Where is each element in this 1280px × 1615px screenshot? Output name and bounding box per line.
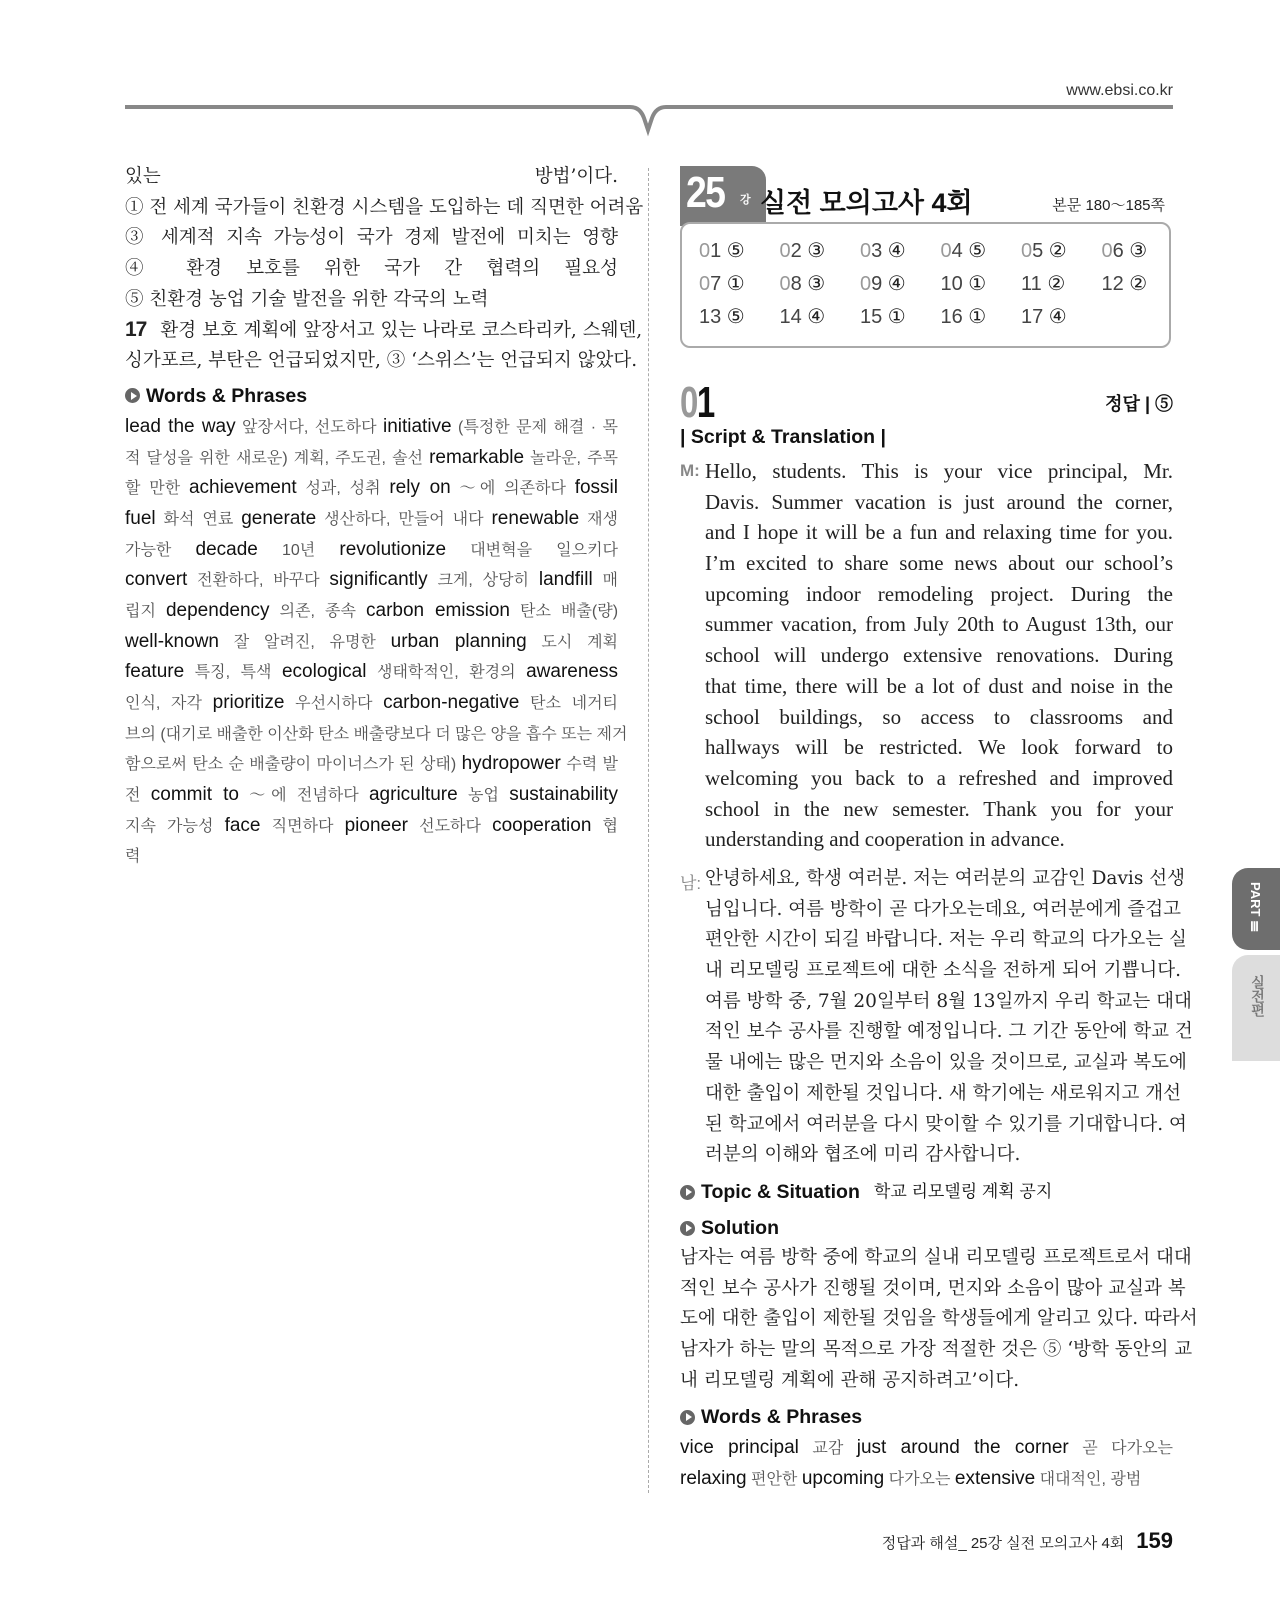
q17-line: 싱가포르, 부탄은 언급되었지만, ③ ‘스위스’는 언급되지 않았다. bbox=[125, 350, 638, 372]
words-heading-q01: Words & Phrases bbox=[680, 1402, 1173, 1432]
solution-line: 남자는 여름 방학 중에 학교의 실내 리모델링 프로젝트로서 대대 bbox=[680, 1247, 1192, 1268]
text-line: ① 전 세계 국가들이 친환경 시스템을 도입하는 데 직면한 어려움 bbox=[125, 196, 644, 218]
word-term: generate bbox=[241, 507, 317, 529]
speaker-label: M: bbox=[680, 461, 700, 480]
script-section bbox=[680, 456, 1173, 855]
translation-line: 내 리모델링 프로젝트에 대한 소식을 전하게 되어 기쁩니다. bbox=[705, 960, 1181, 982]
word-term: commit to bbox=[150, 784, 239, 806]
word-meaning: 할 만한 bbox=[125, 480, 189, 498]
answer-number: 1 bbox=[710, 240, 722, 262]
word-term: dependency bbox=[165, 599, 270, 621]
word-meaning: 직면하다 bbox=[260, 817, 345, 835]
script-line: understanding and cooperation in advance. bbox=[705, 827, 1065, 852]
word-meaning: 브의 (대기로 배출한 이산화 탄소 배출량보다 더 많은 양을 흡수 또는 제거 bbox=[125, 725, 628, 743]
answer-number: 13 bbox=[699, 306, 722, 328]
word-term: urban planning bbox=[390, 630, 527, 652]
answer-number-lead: 0 bbox=[779, 273, 791, 295]
word-term: cooperation bbox=[492, 814, 592, 836]
answer-key-box bbox=[680, 222, 1171, 348]
answer-number: 10 bbox=[940, 273, 963, 295]
word-meaning: ～에 의존하다 bbox=[450, 480, 575, 498]
word-term: carbon-negative bbox=[383, 692, 520, 713]
answer-choice: ② bbox=[1123, 273, 1148, 295]
text-line: ⑤ 친환경 농업 기술 발전을 위한 각국의 노력 bbox=[125, 288, 489, 310]
answer-choice: ③ bbox=[801, 240, 826, 262]
word-term: lead the way bbox=[125, 415, 236, 437]
page-range: 본문 180～185쪽 bbox=[1052, 197, 1165, 214]
answer-choice: ④ bbox=[882, 273, 906, 295]
word-term: pioneer bbox=[344, 814, 408, 836]
solution-line: 도에 대한 출입이 제한될 것임을 학생들에게 알리고 있다. 따라서 bbox=[680, 1308, 1198, 1330]
answer-number-lead: 0 bbox=[779, 240, 791, 262]
word-line bbox=[125, 472, 618, 503]
script-line: I’m excited to share some news about our school’s bbox=[705, 551, 1173, 576]
answer-number: 8 bbox=[790, 273, 802, 295]
answer-number: 14 bbox=[779, 306, 802, 328]
play-bullet-icon bbox=[680, 1185, 695, 1200]
word-term: vice principal bbox=[680, 1437, 799, 1459]
answer-item bbox=[780, 271, 826, 296]
word-term: revolutionize bbox=[339, 538, 447, 560]
translation-line: 편안한 시간이 되길 바랍니다. 저는 우리 학교의 다가오는 실 bbox=[705, 929, 1187, 951]
word-meaning: 력 bbox=[125, 848, 141, 866]
word-term: convert bbox=[125, 569, 188, 591]
translation-line: 님입니다. 여름 방학이 곧 다가오는데요, 여러분에게 즐겁고 bbox=[705, 898, 1181, 920]
word-term: prioritize bbox=[212, 692, 285, 713]
solution-heading: Solution bbox=[680, 1213, 1173, 1243]
column-divider bbox=[648, 168, 649, 1493]
word-term: fuel bbox=[125, 507, 156, 529]
play-bullet-icon bbox=[125, 388, 140, 403]
answer-number-lead: 0 bbox=[1101, 240, 1113, 262]
lecture-tab bbox=[680, 166, 766, 226]
answer-item bbox=[1021, 271, 1065, 296]
answer-choice: ① bbox=[882, 306, 906, 328]
script-line: hallways will be restricted. We look forward to bbox=[705, 735, 1173, 760]
answer-choice: ① bbox=[962, 273, 987, 295]
word-meaning: 크게, 상당히 bbox=[427, 572, 539, 590]
answer-item bbox=[860, 304, 906, 329]
answer-item bbox=[780, 238, 826, 263]
word-term: significantly bbox=[329, 569, 428, 591]
solution-line: 적인 보수 공사가 진행될 것이며, 먼지와 소음이 많아 교실과 복 bbox=[680, 1277, 1186, 1299]
word-meaning: 전환하다, 바꾸다 bbox=[187, 572, 330, 590]
answer-choice: ④ bbox=[801, 306, 826, 328]
answer-number: 5 bbox=[1032, 240, 1044, 262]
text-line: 있는 방법’이다. bbox=[125, 166, 618, 187]
word-meaning: 인식, 자각 bbox=[125, 695, 213, 712]
topic-section bbox=[680, 1177, 1198, 1494]
word-term: landfill bbox=[538, 569, 593, 591]
word-line bbox=[125, 718, 628, 749]
script-line: school buildings, so access to classrooms and bbox=[705, 704, 1173, 729]
word-meaning: 함으로써 탄소 순 배출량이 마이너스가 된 상태) bbox=[125, 756, 462, 774]
word-meaning: 탄소 배출(량) bbox=[509, 602, 619, 620]
word-meaning: 성과, 성취 bbox=[296, 480, 390, 498]
word-term: rely on bbox=[389, 477, 451, 499]
script-line: upcoming indoor remodeling project. During the bbox=[705, 581, 1173, 606]
answer-item bbox=[860, 238, 906, 263]
word-term: ecological bbox=[281, 661, 367, 683]
translation-line: 안녕하세요, 학생 여러분. 저는 여러분의 교감인 Davis 선생 bbox=[705, 868, 1185, 889]
word-line bbox=[125, 779, 618, 810]
word-meaning: 가능한 bbox=[125, 541, 196, 559]
answer-choice: ② bbox=[1043, 240, 1067, 262]
speaker-label-ko: 남: bbox=[680, 874, 702, 893]
word-line bbox=[125, 748, 618, 779]
answer-item bbox=[941, 238, 987, 263]
script-line: Hello, students. This is your vice principal, Mr. bbox=[705, 459, 1173, 483]
translation-line: 된 학교에서 여러분을 다시 맞이할 수 있기를 기대합니다. 여 bbox=[705, 1113, 1187, 1135]
answer-number: 12 bbox=[1101, 273, 1124, 295]
answer-number-lead: 0 bbox=[940, 240, 952, 262]
word-meaning: 농업 bbox=[457, 787, 510, 805]
word-meaning: 적 달성을 위한 새로운) 계획, 주도권, 솔선 bbox=[125, 449, 430, 467]
question-number: 01 bbox=[680, 378, 714, 427]
answer-choice: ① bbox=[721, 273, 745, 295]
word-meaning: 매 bbox=[592, 572, 618, 590]
word-meaning: 우선시하다 bbox=[284, 695, 384, 712]
play-bullet-icon bbox=[680, 1221, 695, 1236]
word-meaning: 지속 가능성 bbox=[125, 817, 225, 835]
word-term: renewable bbox=[491, 507, 580, 529]
answer-number-lead: 0 bbox=[699, 273, 711, 295]
script-line: and I hope it will be a fun and relaxing time for you. bbox=[705, 520, 1173, 545]
answer-number-lead: 0 bbox=[1021, 240, 1033, 262]
word-meaning: 립지 bbox=[125, 602, 166, 620]
answer-number-lead: 0 bbox=[860, 240, 872, 262]
translation-line: 러분의 이해와 협조에 미리 감사합니다. bbox=[705, 1144, 1021, 1166]
answer-choice: ① bbox=[962, 306, 987, 328]
answer-item bbox=[1102, 271, 1148, 296]
word-line bbox=[125, 656, 618, 687]
answer-item bbox=[780, 304, 826, 329]
answer-number: 11 bbox=[1021, 273, 1042, 295]
words-heading: Words & Phrases bbox=[125, 381, 618, 411]
word-meaning: 곧 다가오는 bbox=[1068, 1440, 1173, 1458]
word-line bbox=[680, 1463, 1173, 1494]
word-meaning: (특정한 문제 해결 · 목 bbox=[451, 418, 618, 436]
word-meaning: 도시 계획 bbox=[526, 633, 619, 651]
answer-number: 6 bbox=[1112, 240, 1124, 262]
word-line bbox=[125, 442, 618, 473]
word-term: fossil bbox=[574, 477, 618, 499]
word-term: hydropower bbox=[461, 753, 561, 775]
word-term: achievement bbox=[188, 477, 297, 499]
word-meaning: 잘 알려진, 유명한 bbox=[218, 633, 391, 651]
word-meaning: 협 bbox=[591, 817, 619, 835]
answer-number: 7 bbox=[710, 273, 722, 295]
script-line: school in the new semester. Thank you for your bbox=[705, 796, 1173, 821]
word-meaning: 대변혁을 일으키다 bbox=[446, 541, 618, 559]
word-term: sustainability bbox=[509, 784, 618, 806]
word-term: carbon emission bbox=[366, 599, 510, 621]
word-meaning: 교감 bbox=[798, 1440, 857, 1458]
answer-label: 정답 | ⑤ bbox=[1105, 394, 1173, 414]
word-meaning: 의존, 종속 bbox=[269, 602, 366, 620]
word-term: well-known bbox=[125, 630, 219, 652]
answer-item bbox=[1021, 238, 1067, 263]
word-term: decade bbox=[195, 538, 258, 560]
tab-part-3[interactable]: PART Ⅲ bbox=[1232, 868, 1280, 950]
word-term: face bbox=[224, 814, 261, 836]
script-line: welcoming you back to a refreshed and improved bbox=[705, 765, 1173, 790]
word-meaning: 10년 bbox=[257, 541, 340, 559]
word-term: feature bbox=[125, 661, 185, 683]
translation-line: 적인 보수 공사를 진행할 예정입니다. 그 기간 동안에 학교 건 bbox=[705, 1021, 1193, 1043]
word-meaning: 앞장서다, 선도하다 bbox=[235, 418, 383, 436]
page-number: 159 bbox=[1136, 1528, 1173, 1553]
answer-item bbox=[1102, 238, 1148, 263]
lecture-suffix: 강 bbox=[740, 194, 751, 206]
answer-choice: ⑤ bbox=[962, 240, 987, 262]
word-meaning: 재생 bbox=[579, 510, 618, 528]
script-heading: | Script & Translation | bbox=[680, 426, 886, 448]
word-term: agriculture bbox=[368, 784, 458, 806]
translation-line: 물 내에는 많은 먼지와 소음이 있을 것이므로, 교실과 복도에 bbox=[705, 1052, 1187, 1074]
answer-number: 2 bbox=[790, 240, 802, 262]
answer-item bbox=[941, 304, 987, 329]
test-title: 실전 모의고사 4회 bbox=[760, 188, 973, 218]
text-line: ④ 환경 보호를 위한 국가 간 협력의 필요성 bbox=[125, 258, 618, 280]
answer-item bbox=[699, 238, 745, 263]
word-meaning: 편안한 bbox=[746, 1471, 802, 1489]
header-divider bbox=[0, 96, 1280, 141]
word-meaning: 대대적인, 광범 bbox=[1035, 1471, 1142, 1489]
word-meaning: 생산하다, 만들어 내다 bbox=[316, 510, 492, 528]
answer-number-lead: 0 bbox=[699, 240, 711, 262]
word-meaning: 생태학적인, 환경의 bbox=[366, 664, 527, 682]
word-term: awareness bbox=[526, 661, 618, 683]
word-term: initiative bbox=[382, 415, 452, 437]
translation-section bbox=[680, 864, 1193, 1171]
word-line bbox=[125, 626, 618, 657]
play-bullet-icon bbox=[680, 1410, 695, 1425]
answer-choice: ② bbox=[1041, 273, 1066, 295]
word-meaning: 선도하다 bbox=[408, 817, 493, 835]
answer-item bbox=[860, 271, 906, 296]
word-line bbox=[125, 503, 618, 534]
word-meaning: ～에 전념하다 bbox=[238, 787, 369, 805]
lecture-number: 25 bbox=[686, 168, 725, 217]
word-term: just around the corner bbox=[856, 1437, 1069, 1459]
footer-text: 정답과 해설_ 25강 실전 모의고사 4회 bbox=[881, 1535, 1125, 1552]
answer-choice: ③ bbox=[1123, 240, 1148, 262]
answer-number: 16 bbox=[940, 306, 963, 328]
answer-item bbox=[699, 271, 745, 296]
word-line bbox=[680, 1432, 1173, 1463]
word-line bbox=[125, 687, 618, 718]
word-line bbox=[125, 840, 618, 871]
answer-choice: ④ bbox=[882, 240, 906, 262]
word-term: remarkable bbox=[429, 446, 525, 468]
script-line: Davis. Summer vacation is just around the corner, bbox=[705, 489, 1173, 514]
text-line: ③ 세계적 지속 가능성이 국가 경제 발전에 미치는 영향 bbox=[125, 227, 618, 249]
answer-item bbox=[1021, 304, 1067, 329]
answer-number-lead: 0 bbox=[860, 273, 872, 295]
word-line bbox=[125, 411, 618, 442]
word-term: relaxing bbox=[680, 1468, 747, 1490]
script-line: school will undergo extensive renovations. During bbox=[705, 643, 1173, 668]
answer-item bbox=[941, 271, 987, 296]
answer-choice: ⑤ bbox=[721, 306, 745, 328]
topic-text: 학교 리모델링 계획 공지 bbox=[873, 1182, 1053, 1201]
word-meaning: 전 bbox=[125, 787, 151, 805]
word-line bbox=[125, 564, 618, 595]
translation-line: 여름 방학 중, 7월 20일부터 8월 13일까지 우리 학교는 대대 bbox=[705, 990, 1192, 1012]
solution-line: 남자가 하는 말의 목적으로 가장 적절한 것은 ⑤ ‘방학 동안의 교 bbox=[680, 1339, 1193, 1361]
answer-choice: ④ bbox=[1043, 306, 1067, 328]
word-line bbox=[125, 534, 618, 565]
word-term: upcoming bbox=[801, 1468, 885, 1490]
answer-number: 15 bbox=[860, 306, 883, 328]
word-line bbox=[125, 810, 618, 841]
word-meaning: 특징, 특색 bbox=[184, 664, 282, 682]
answer-item bbox=[699, 304, 745, 329]
word-line bbox=[125, 595, 618, 626]
answer-number: 4 bbox=[951, 240, 963, 262]
translation-line: 대한 출입이 제한될 것입니다. 새 학기에는 새로워지고 개선 bbox=[705, 1082, 1181, 1104]
script-line: summer vacation, from July 20th to August 13th, our bbox=[705, 612, 1173, 637]
answer-choice: ③ bbox=[801, 273, 826, 295]
q17-line: 17 환경 보호 계획에 앞장서고 있는 나라로 코스타리카, 스웨덴, bbox=[125, 318, 643, 342]
left-column bbox=[125, 162, 644, 871]
tab-practice[interactable]: 실전편 bbox=[1232, 955, 1280, 1061]
word-meaning: 놀라운, 주목 bbox=[524, 449, 618, 467]
word-term: extensive bbox=[954, 1468, 1036, 1490]
script-line: that time, there will be a lot of dust and noise in the bbox=[705, 673, 1173, 698]
word-meaning: 탄소 네거티 bbox=[519, 695, 618, 712]
answer-number: 17 bbox=[1021, 306, 1044, 328]
word-meaning: 다가오는 bbox=[884, 1471, 955, 1489]
q17-number: 17 bbox=[125, 318, 147, 342]
word-meaning: 수력 발 bbox=[560, 756, 618, 774]
answer-number: 9 bbox=[871, 273, 883, 295]
answer-choice: ⑤ bbox=[721, 240, 745, 262]
site-url: www.ebsi.co.kr bbox=[1066, 82, 1173, 99]
answer-number: 3 bbox=[871, 240, 883, 262]
footer bbox=[882, 1528, 1173, 1554]
solution-line: 내 리모델링 계획에 관해 공지하려고’이다. bbox=[680, 1369, 1020, 1391]
topic-heading: Topic & Situation 학교 리모델링 계획 공지 bbox=[680, 1177, 1173, 1207]
word-meaning: 화석 연료 bbox=[155, 510, 242, 528]
